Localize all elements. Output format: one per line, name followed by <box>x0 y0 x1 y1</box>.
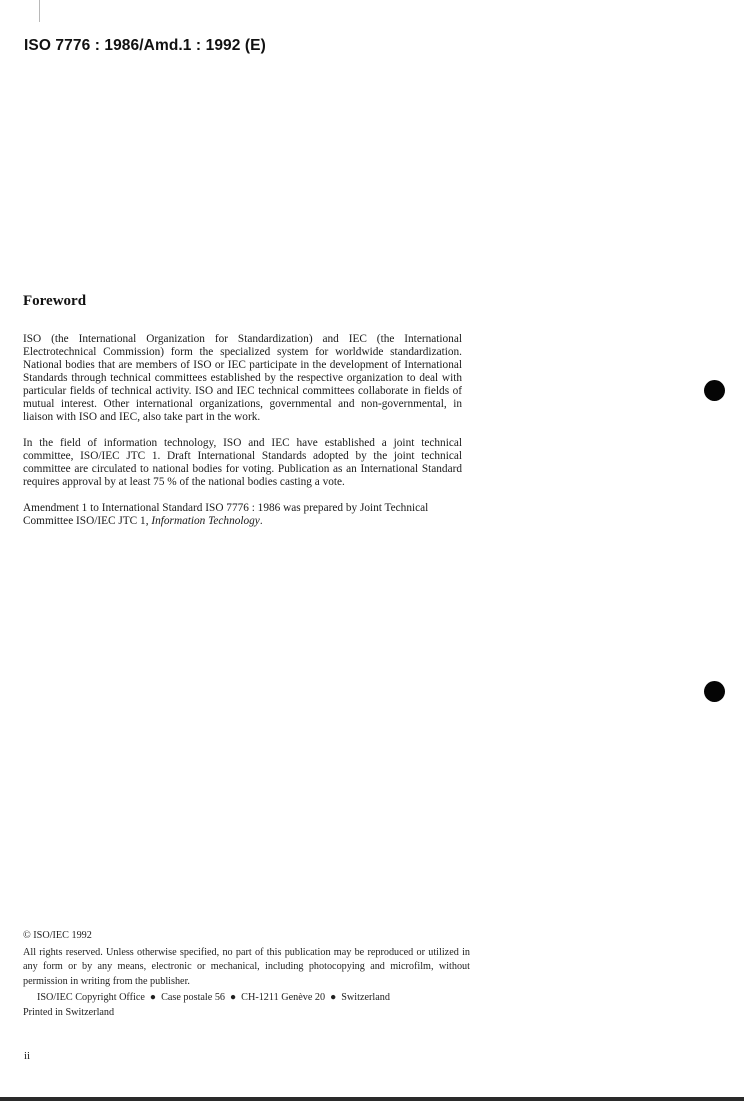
foreword-heading: Foreword <box>23 293 87 309</box>
postal-country: Switzerland <box>341 992 390 1003</box>
page-number: ii <box>24 1050 31 1062</box>
copyright-block <box>23 929 473 1020</box>
amendment-text: Amendment 1 to International Standard ISO 7776 : 1986 was prepared by Joint Technical Committee ISO/IEC JTC 1, <box>23 502 429 527</box>
document-identifier: ISO 7776 : 1986/Amd.1 : 1992 (E) <box>24 37 266 54</box>
scan-artifact-line <box>39 0 40 22</box>
publisher-address <box>23 991 473 1006</box>
foreword-paragraph-3 <box>23 502 462 528</box>
foreword-paragraph-1: ISO (the International Organization for Standardization) and IEC (the International Electrotechnical Commission) form the specialized system for worldwide standardization. National bodies that are members of ISO or IEC participate in the development of International Standards through technical committees established by the respective organization to deal with particular fields of technical activity. ISO and IEC technical committees collaborate in fields of mutual interest. Other international organizations, governmental and non-governmental, in liaison with ISO and IEC, also take part in the work. <box>23 333 462 423</box>
postal-box: Case postale 56 <box>161 992 226 1003</box>
bullet-separator: ● <box>230 992 237 1003</box>
copyright-office: ISO/IEC Copyright Office <box>37 992 145 1003</box>
bullet-separator: ● <box>330 992 337 1003</box>
committee-title: Information Technology <box>151 515 260 527</box>
foreword-paragraph-2: In the field of information technology, ISO and IEC have established a joint technical committee, ISO/IEC JTC 1. Draft International Standards adopted by the joint technical committee are circulated to national bodies for voting. Publication as an International Standard requires approval by at least 75 % of the national bodies casting a vote. <box>23 437 462 488</box>
bottom-edge-rule <box>0 1097 744 1101</box>
amendment-text-end: . <box>259 515 263 527</box>
copyright-notice: © ISO/IEC 1992 <box>23 930 92 941</box>
foreword-body <box>23 333 462 541</box>
bullet-separator: ● <box>149 992 157 1003</box>
printed-in: Printed in Switzerland <box>23 1006 115 1018</box>
postal-city: CH-1211 Genève 20 <box>241 992 326 1003</box>
rights-statement: All rights reserved. Unless otherwise specified, no part of this publication may be reproduced or utilized in any form or by any means, electronic or mechanical, including photocopying and microfilm, without permission in writing from the publisher. <box>23 946 470 987</box>
punch-hole-lower <box>704 681 725 702</box>
punch-hole-upper <box>704 380 725 401</box>
